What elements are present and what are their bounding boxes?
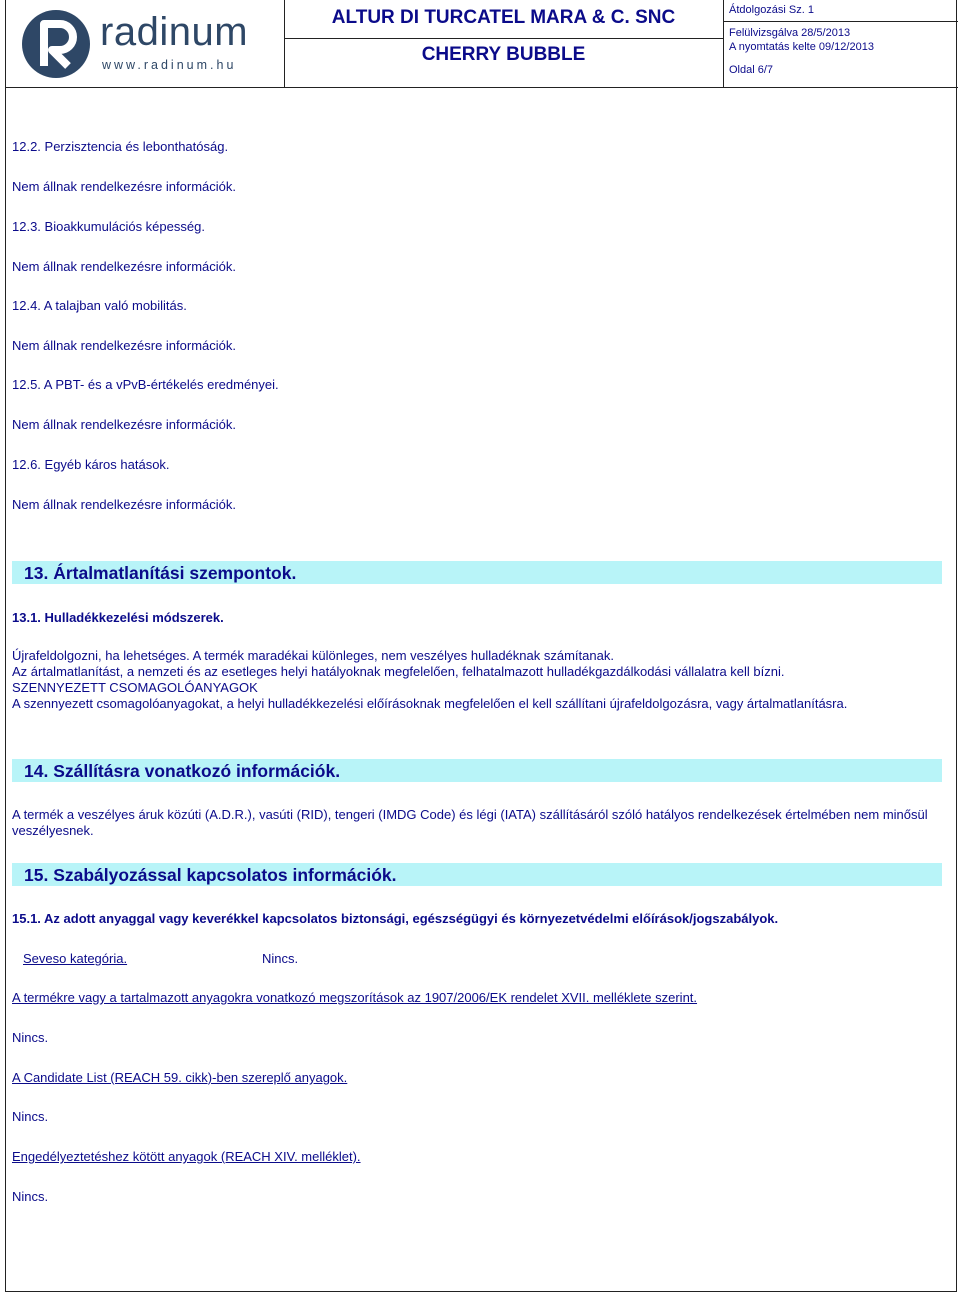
section-12-3-title: 12.3. Bioakkumulációs képesség. [12, 219, 205, 234]
candidate-list-value: Nincs. [12, 1109, 49, 1124]
candidate-list-label: A Candidate List (REACH 59. cikk)-ben szereplő anyagok. [12, 1070, 348, 1085]
revision-date: Felülvizsgálva 28/5/2013 [729, 27, 851, 39]
section-13-1-line2: Az ártalmatlanítást, a nemzeti és az esetleges helyi hatályoknak megfelelően, felhatalmazott hulladékgazdálkodási vállalatra kell bízni. [12, 664, 785, 679]
section-15-1-title: 15.1. Az adott anyaggal vagy keverékkel kapcsolatos biztonsági, egészségügyi és környezetvédelmi előírások/jogszabályok. [12, 911, 779, 926]
radinum-logo-icon [20, 8, 92, 80]
section-12-6-title: 12.6. Egyéb káros hatások. [12, 457, 170, 472]
meta-cell [723, 0, 958, 87]
authorisation-value: Nincs. [12, 1189, 49, 1204]
company-name: ALTUR DI TURCATEL MARA & C. SNC [331, 7, 676, 28]
revision-number: Átdolgozási Sz. 1 [729, 4, 814, 16]
section-13-1-line1: Újrafeldolgozni, ha lehetséges. A termék maradékai különleges, nem veszélyes hulladéknak számítanak. [12, 648, 614, 663]
section-15-heading: 15. Szabályozással kapcsolatos információk. [12, 863, 942, 886]
product-name: CHERRY BUBBLE [421, 44, 586, 65]
logo-url: www.radinum.hu [102, 58, 237, 72]
print-date: A nyomtatás kelte 09/12/2013 [729, 41, 874, 53]
authorisation-label: Engedélyeztetéshez kötött anyagok (REACH XIV. melléklet). [12, 1149, 361, 1164]
section-13-heading: 13. Ártalmatlanítási szempontok. [12, 561, 942, 584]
logo-cell [6, 0, 285, 87]
logo-wordmark: radinum [100, 10, 249, 54]
seveso-label: Seveso kategória. [23, 951, 128, 966]
section-13-1-line4: A szennyezett csomagolóanyagokat, a helyi hulladékkezelési előírásoknak megfelelően el kell szállítani újrafeldolgozásra, vagy ártalmatlanításra. [12, 696, 848, 711]
section-12-6-text: Nem állnak rendelkezésre információk. [12, 497, 236, 512]
title-cell [284, 0, 724, 87]
section-14-text: A termék a veszélyes áruk közúti (A.D.R.), vasúti (RID), tengeri (IMDG Code) és légi (IATA) szállításáról szóló hatályos rendelkezések értelmében nem minősül veszélyesnek. [12, 807, 928, 838]
seveso-value: Nincs. [262, 951, 299, 966]
restriction-value: Nincs. [12, 1030, 49, 1045]
section-12-2-title: 12.2. Perzisztencia és lebonthatóság. [12, 139, 229, 154]
radinum-logo [20, 8, 249, 85]
section-12-2-text: Nem állnak rendelkezésre információk. [12, 179, 236, 194]
section-14-heading: 14. Szállításra vonatkozó információk. [12, 759, 942, 782]
section-13-1-title: 13.1. Hulladékkezelési módszerek. [12, 610, 224, 625]
sds-page [5, 0, 957, 1292]
page-number: Oldal 6/7 [729, 64, 774, 76]
document-header [6, 0, 958, 88]
restriction-label: A termékre vagy a tartalmazott anyagokra vonatkozó megszorítások az 1907/2006/EK rendelet XVII. melléklete szerint. [12, 990, 698, 1005]
section-12-4-text: Nem állnak rendelkezésre információk. [12, 338, 236, 353]
section-12-4-title: 12.4. A talajban való mobilitás. [12, 298, 187, 313]
section-13-1-line3: SZENNYEZETT CSOMAGOLÓANYAGOK [12, 680, 258, 695]
section-12-3-text: Nem állnak rendelkezésre információk. [12, 259, 236, 274]
section-12-5-text: Nem állnak rendelkezésre információk. [12, 417, 236, 432]
section-12-5-title: 12.5. A PBT- és a vPvB-értékelés eredményei. [12, 377, 279, 392]
